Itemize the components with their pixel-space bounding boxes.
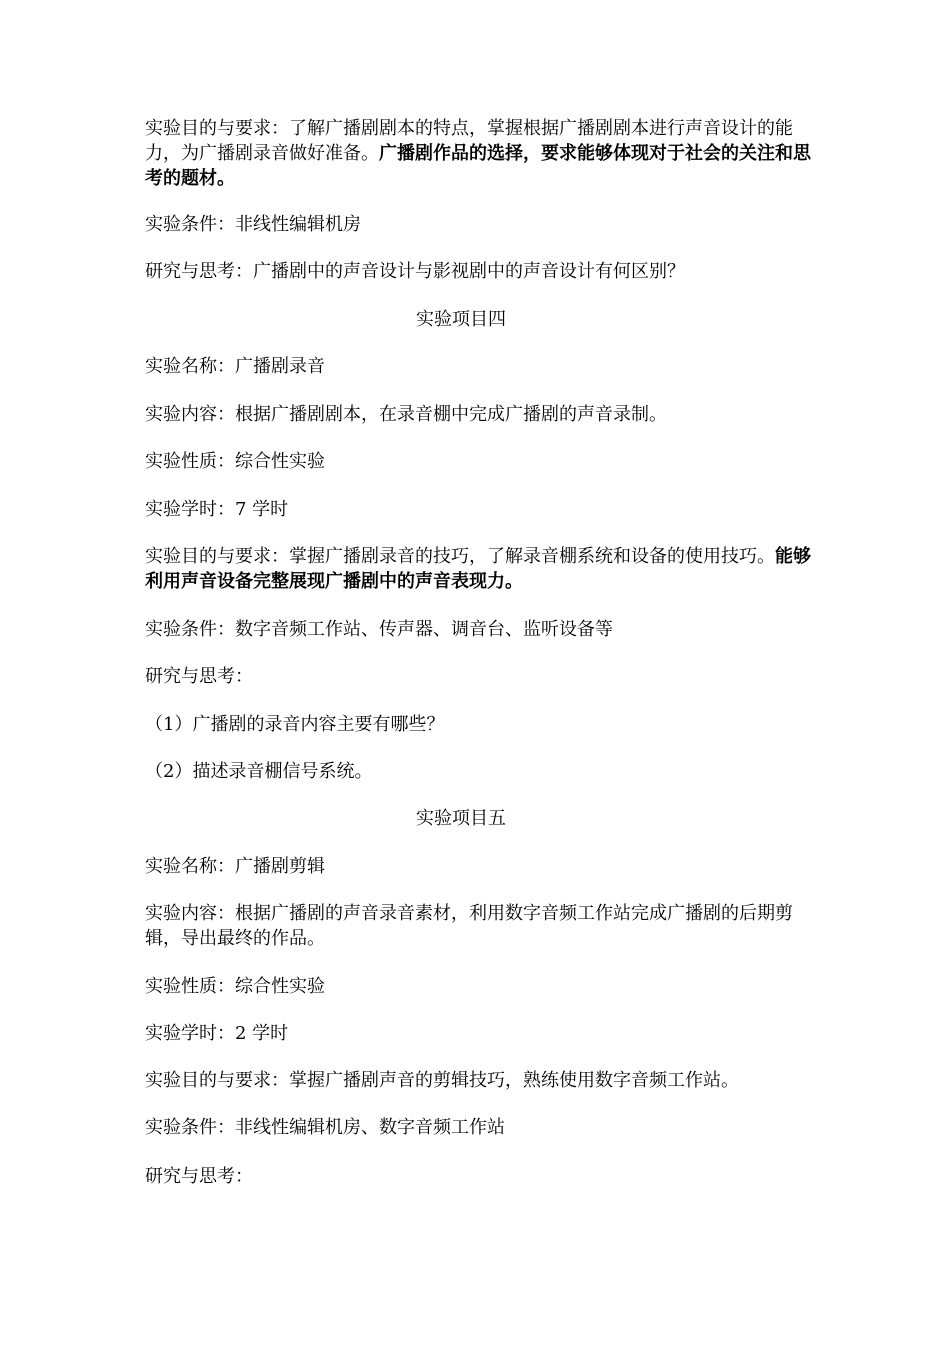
paragraph-exp4-content: 实验内容：根据广播剧剧本，在录音棚中完成广播剧的声音录制。: [145, 404, 667, 425]
heading-exp4: 实验项目四: [416, 309, 506, 330]
exp3-objectives-bold-text: 广播剧作品的选择，要求能够体现对于社会的关注和思考的题材。: [145, 143, 811, 189]
paragraph-exp5-research: 研究与思考：: [145, 1166, 253, 1187]
paragraph-exp4-question-1: （1）广播剧的录音内容主要有哪些？: [145, 714, 445, 735]
paragraph-exp3-conditions: 实验条件：非线性编辑机房: [145, 214, 361, 235]
exp4-objectives-text: 实验目的与要求：掌握广播剧录音的技巧，了解录音棚系统和设备的使用技巧。: [145, 546, 775, 567]
paragraph-exp3-objectives: [145, 116, 817, 191]
paragraph-exp4-hours: 实验学时：7 学时: [145, 499, 289, 520]
paragraph-exp5-nature: 实验性质：综合性实验: [145, 976, 325, 997]
paragraph-exp4-objectives: [145, 544, 817, 594]
heading-exp5: 实验项目五: [416, 808, 506, 829]
paragraph-exp5-conditions: 实验条件：非线性编辑机房、数字音频工作站: [145, 1117, 505, 1138]
paragraph-exp4-question-2: （2）描述录音棚信号系统。: [145, 761, 373, 782]
paragraph-exp4-nature: 实验性质：综合性实验: [145, 451, 325, 472]
paragraph-exp4-name: 实验名称：广播剧录音: [145, 356, 325, 377]
paragraph-exp5-hours: 实验学时：2 学时: [145, 1023, 289, 1044]
paragraph-exp3-research: 研究与思考：广播剧中的声音设计与影视剧中的声音设计有何区别？: [145, 261, 685, 282]
paragraph-exp4-conditions: 实验条件：数字音频工作站、传声器、调音台、监听设备等: [145, 619, 613, 640]
paragraph-exp5-content: 实验内容：根据广播剧的声音录音素材，利用数字音频工作站完成广播剧的后期剪辑，导出最终的作品。: [145, 903, 793, 949]
paragraph-exp5-objectives: 实验目的与要求：掌握广播剧声音的剪辑技巧，熟练使用数字音频工作站。: [145, 1070, 739, 1091]
exp3-objectives-text: 实验目的与要求：了解广播剧剧本的特点，掌握根据广播剧剧本进行声音设计的能力，为广播剧录音做好准备。: [145, 118, 793, 164]
paragraph-exp5-name: 实验名称：广播剧剪辑: [145, 856, 325, 877]
exp4-objectives-bold-text: 能够利用声音设备完整展现广播剧中的声音表现力。: [145, 546, 811, 592]
paragraph-exp4-research: 研究与思考：: [145, 666, 253, 687]
